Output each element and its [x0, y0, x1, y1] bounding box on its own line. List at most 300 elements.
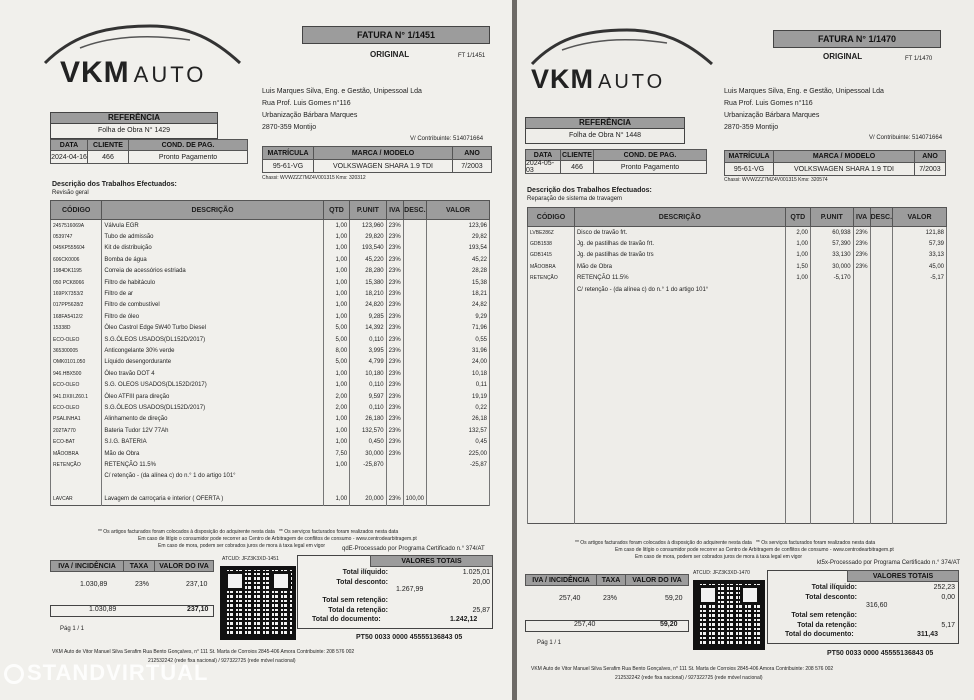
table-cell: 1,00 [323, 436, 349, 447]
legal-notes: ** Os artigos facturados foram colocados à disposição do adquirente nesta data ** Os serviços facturados foram realizados nesta data Em caso de litígio o consumidor pode recorrer ao Centro de Arbitragem de conflitos de consumo - www.centrodearbitragem.pt Em caso de mora, podem ser cobrados juros de mora à taxa legal em vigor [98, 529, 417, 549]
table-cell: 941.DXIII.Z60.1 [51, 391, 102, 402]
table-cell: 23% [386, 288, 403, 299]
table-row [51, 448, 490, 459]
table-cell [893, 330, 947, 341]
table-cell [893, 512, 947, 524]
totals-labels: Total ilíquido: Total desconto: Total sem retenção: Total da retenção: [791, 584, 857, 629]
table-cell [811, 466, 854, 477]
table-cell [893, 307, 947, 318]
table-cell [528, 341, 575, 352]
table-cell: 30,000 [811, 261, 854, 272]
table-cell [870, 466, 892, 477]
empty-row [528, 432, 947, 443]
table-cell: 1,50 [785, 261, 810, 272]
table-cell [853, 295, 870, 306]
empty-row [528, 409, 947, 420]
items-table [50, 200, 490, 506]
watermark-logo-icon [4, 664, 24, 684]
table-cell [785, 421, 810, 432]
table-cell [528, 386, 575, 397]
empty-row [528, 421, 947, 432]
table-row [51, 345, 490, 356]
table-cell [893, 398, 947, 409]
table-cell [528, 284, 575, 295]
empty-row [528, 295, 947, 306]
table-cell: 0,110 [350, 402, 386, 413]
table-cell [893, 443, 947, 454]
table-cell [893, 386, 947, 397]
empty-row [528, 455, 947, 466]
table-cell: 045KP555604 [51, 243, 102, 254]
table-cell [528, 512, 575, 524]
table-cell [386, 482, 403, 493]
table-cell [785, 443, 810, 454]
table-cell: 57,39 [893, 238, 947, 249]
totals-values: 252,23 0,00 5,17 [933, 584, 955, 629]
table-cell [403, 391, 426, 402]
table-cell: 5,00 [323, 357, 349, 368]
table-cell [785, 330, 810, 341]
empty-row [528, 386, 947, 397]
invoice-right [517, 0, 974, 700]
column-header: IVA [853, 208, 870, 227]
empty-row [528, 330, 947, 341]
data-value: 2024-04-16 [50, 150, 88, 164]
table-cell: 20,000 [350, 493, 386, 505]
table-cell: 1,00 [785, 238, 810, 249]
table-cell: 1,00 [323, 254, 349, 265]
table-cell: 15,38 [427, 277, 490, 288]
table-cell: 19,19 [427, 391, 490, 402]
cliente-value: 466 [87, 150, 129, 164]
table-cell: S.G. OLEOS USADOS(DL152D/2017) [102, 379, 323, 390]
table-cell: PSALINHA1 [51, 414, 102, 425]
empty-row [528, 512, 947, 524]
cond-value: Pronto Pagamento [593, 160, 707, 174]
table-row [51, 471, 490, 482]
table-cell [811, 512, 854, 524]
table-cell [893, 432, 947, 443]
table-cell: Lavagem de carroçaria e interior ( OFERTA ) [102, 493, 323, 505]
table-cell [528, 318, 575, 329]
table-cell: 45,220 [350, 254, 386, 265]
table-cell: 57,390 [811, 238, 854, 249]
table-cell [386, 471, 403, 482]
iva-total-incidencia: 257,40 [574, 621, 596, 628]
invoice-number: FATURA N° 1/1470 [773, 30, 941, 48]
sem-retencao-value: 1.267,99 [396, 586, 424, 593]
table-cell: 8,00 [323, 345, 349, 356]
table-cell [528, 364, 575, 375]
table-cell: 23% [386, 311, 403, 322]
table-cell: Válvula EGR [102, 220, 323, 232]
empty-row [528, 352, 947, 363]
footer-line-1: VKM Auto de Vitor Manuel Silva Serafim Rua Bento Gonçalves, n° 111 St. Marta de Corroios 2845-406 Amora Contribuinte: 208 576 002 [531, 666, 834, 672]
table-cell [528, 307, 575, 318]
table-cell: ECO-OLEO [51, 379, 102, 390]
table-cell: 24,82 [427, 300, 490, 311]
table-cell [574, 432, 785, 443]
cliente-header: CLIENTE [560, 149, 594, 161]
table-cell: RETENÇÃO [51, 459, 102, 470]
column-header: P.UNIT [811, 208, 854, 227]
table-row [51, 402, 490, 413]
referencia-header: REFERÊNCIA [50, 112, 218, 124]
folha-obra: Folha de Obra N° 1429 [50, 123, 218, 139]
table-cell: -5,170 [811, 273, 854, 284]
table-cell [102, 482, 323, 493]
table-cell [853, 432, 870, 443]
table-cell [853, 375, 870, 386]
total-documento-value: 1.242,12 [450, 616, 478, 623]
table-cell [574, 295, 785, 306]
table-cell: -25,87 [427, 459, 490, 470]
empty-row [528, 398, 947, 409]
table-cell: 23% [386, 425, 403, 436]
table-cell: C/ retenção - (da alínea c) do n.° 1 do artigo 101° [102, 471, 323, 482]
brand-logo: VKM AUTO [60, 56, 207, 89]
table-cell [403, 402, 426, 413]
table-cell [785, 364, 810, 375]
table-cell: 31,96 [427, 345, 490, 356]
table-row [528, 261, 947, 272]
table-cell: 23% [386, 379, 403, 390]
descricao-title: Descrição dos Trabalhos Efectuados: [527, 187, 652, 194]
table-row [528, 250, 947, 261]
table-cell: 5,00 [323, 323, 349, 334]
table-cell: Kit de distribuição [102, 243, 323, 254]
table-cell: Correia de acessórios estriada [102, 266, 323, 277]
table-cell: 10,180 [350, 368, 386, 379]
cliente-header: CLIENTE [87, 139, 129, 151]
table-cell: MÃOOBRA [51, 448, 102, 459]
table-cell [893, 284, 947, 295]
chassis: Chassi: WVWZZZ7MZ4V001315 Kms: 320312 [262, 175, 366, 181]
legal-notes: ** Os artigos facturados foram colocados à disposição do adquirente nesta data ** Os serviços facturados foram realizados nesta data Em caso de litígio o consumidor pode recorrer ao Centro de Arbitragem de conflitos de consumo - www.centrodearbitragem.pt Em caso de mora, podem ser cobrados juros de mora à taxa legal em vigor [575, 540, 894, 560]
table-cell: 14,392 [350, 323, 386, 334]
table-row [51, 436, 490, 447]
table-cell: 23% [386, 402, 403, 413]
table-cell [403, 345, 426, 356]
table-cell [574, 330, 785, 341]
table-cell [870, 227, 892, 239]
cond-header: COND. DE PAG. [128, 139, 248, 151]
chassis: Chassi: WVWZZZ7MZ4V001315 Kms: 320574 [724, 177, 828, 183]
table-cell: 45,22 [427, 254, 490, 265]
table-cell: Filtro de ar [102, 288, 323, 299]
table-cell [350, 471, 386, 482]
table-cell [853, 512, 870, 524]
table-row [51, 220, 490, 232]
table-cell [350, 482, 386, 493]
iva-taxa: 23% [603, 595, 618, 602]
table-cell: GDB1538 [528, 238, 575, 249]
column-header: CÓDIGO [528, 208, 575, 227]
table-cell: 15,380 [350, 277, 386, 288]
ano-header: ANO [914, 150, 946, 163]
table-cell [785, 375, 810, 386]
iva-total-row [525, 620, 689, 632]
ano-value: 7/2003 [452, 159, 492, 173]
iva-taxa: 23% [135, 581, 150, 588]
table-cell [853, 386, 870, 397]
table-cell: 050 PCK8066 [51, 277, 102, 288]
table-row [528, 273, 947, 284]
table-cell [403, 288, 426, 299]
total-documento-label: Total do documento: [785, 631, 854, 638]
data-header: DATA [50, 139, 88, 151]
table-cell: Jg. de pastilhas de travão frt. [574, 238, 785, 249]
table-cell: GDB1415 [528, 250, 575, 261]
table-cell: Líquido desengordurante [102, 357, 323, 368]
table-cell: ECO-BAT [51, 436, 102, 447]
table-cell [528, 466, 575, 477]
table-cell [853, 500, 870, 511]
matricula-value: 95-61-VG [262, 159, 314, 173]
footer-line-2: 212532242 (rede fixa nacional) / 927322725 (rede móvel nacional) [615, 675, 763, 681]
table-cell: 26,180 [350, 414, 386, 425]
table-row [51, 300, 490, 311]
table-cell [574, 466, 785, 477]
valor-iva-header: VALOR DO IVA [154, 560, 214, 572]
table-cell [893, 352, 947, 363]
table-row [51, 254, 490, 265]
table-cell [893, 489, 947, 500]
table-cell [785, 341, 810, 352]
table-cell [853, 364, 870, 375]
table-cell [403, 323, 426, 334]
table-cell [870, 250, 892, 261]
table-cell: 28,28 [427, 266, 490, 277]
table-cell [811, 386, 854, 397]
table-cell [574, 364, 785, 375]
table-cell: 123,960 [350, 220, 386, 232]
referencia-header: REFERÊNCIA [525, 117, 685, 129]
ft-ref: FT 1/1470 [905, 56, 933, 62]
table-row [51, 493, 490, 505]
column-header: IVA [386, 201, 403, 220]
table-row [51, 231, 490, 242]
table-row [51, 368, 490, 379]
table-cell [785, 478, 810, 489]
table-cell: 1,00 [323, 379, 349, 390]
table-cell: 0539747 [51, 231, 102, 242]
table-cell: RETENÇÃO 11.5% [102, 459, 323, 470]
table-cell: Filtro de óleo [102, 311, 323, 322]
taxa-header: TAXA [596, 574, 626, 586]
table-cell [853, 284, 870, 295]
cliente-value: 466 [560, 160, 594, 174]
table-cell: S.I.G. BATERIA [102, 436, 323, 447]
table-cell: 202TA770 [51, 425, 102, 436]
table-cell [870, 330, 892, 341]
table-cell: 123,96 [427, 220, 490, 232]
table-cell: 23% [386, 493, 403, 505]
table-cell: 23% [386, 334, 403, 345]
table-row [51, 425, 490, 436]
descricao-title: Descrição dos Trabalhos Efectuados: [52, 181, 177, 188]
table-cell [403, 357, 426, 368]
table-cell: 23% [853, 238, 870, 249]
table-cell: 26,18 [427, 414, 490, 425]
table-cell: Filtro de combustível [102, 300, 323, 311]
iva-valor: 237,10 [186, 581, 208, 588]
table-cell: 1,00 [323, 493, 349, 505]
footer-line-1: VKM Auto de Vitor Manuel Silva Serafim Rua Bento Gonçalves, n° 111 St. Marta de Corroios 2845-406 Amora Contribuinte: 208 576 002 [52, 649, 355, 655]
table-cell [785, 352, 810, 363]
table-cell: 7,50 [323, 448, 349, 459]
iva-header: IVA / INCIDÊNCIA [525, 574, 597, 586]
table-cell [785, 432, 810, 443]
table-cell: 1,00 [323, 243, 349, 254]
table-cell [870, 398, 892, 409]
folha-obra: Folha de Obra N° 1448 [525, 128, 685, 144]
table-cell: 24,820 [350, 300, 386, 311]
table-cell: 23% [386, 368, 403, 379]
table-cell: 71,96 [427, 323, 490, 334]
table-cell [51, 471, 102, 482]
table-cell: 3,995 [350, 345, 386, 356]
table-cell: LVBE286Z [528, 227, 575, 239]
table-cell: 121,88 [893, 227, 947, 239]
table-cell: 23% [853, 250, 870, 261]
table-cell [528, 432, 575, 443]
empty-row [528, 364, 947, 375]
table-cell [785, 295, 810, 306]
items-table [527, 207, 947, 524]
table-cell: 1,00 [323, 277, 349, 288]
table-cell [785, 409, 810, 420]
table-cell: 23% [853, 227, 870, 239]
table-cell: 946.HBX500 [51, 368, 102, 379]
cond-value: Pronto Pagamento [128, 150, 248, 164]
table-cell [893, 375, 947, 386]
table-cell: 0,110 [350, 379, 386, 390]
iva-total-row [50, 605, 214, 617]
table-cell: 15338D [51, 323, 102, 334]
table-cell [811, 443, 854, 454]
taxa-header: TAXA [123, 560, 155, 572]
table-row [51, 414, 490, 425]
table-cell: 1,00 [323, 300, 349, 311]
table-cell [811, 421, 854, 432]
column-header: CÓDIGO [51, 201, 102, 220]
column-header: DESC. [870, 208, 892, 227]
empty-row [528, 489, 947, 500]
table-cell: S.G.ÓLEOS USADOS(DL152D/2017) [102, 402, 323, 413]
table-cell [403, 368, 426, 379]
table-cell [811, 307, 854, 318]
table-cell: 1,00 [323, 414, 349, 425]
customer-address: Luis Marques Silva, Eng. e Gestão, Unipessoal Lda Rua Prof. Luis Gomes n°116 Urbanização Bárbara Marques 2870-359 Montijo [724, 88, 884, 131]
table-cell: 23% [386, 220, 403, 232]
processado: kt5x-Processado por Programa Certificado n.° 374/AT [817, 560, 961, 566]
empty-row [528, 478, 947, 489]
table-cell: 33,13 [893, 250, 947, 261]
table-cell [785, 386, 810, 397]
table-cell [574, 398, 785, 409]
table-cell: 1,00 [323, 288, 349, 299]
table-cell [870, 364, 892, 375]
ft-ref: FT 1/1451 [458, 53, 486, 59]
table-cell: 29,820 [350, 231, 386, 242]
table-cell: 225,00 [427, 448, 490, 459]
valores-totais-header: VALORES TOTAIS [370, 555, 493, 567]
data-value: 2024-05-03 [525, 160, 561, 174]
table-cell: 2,00 [323, 391, 349, 402]
table-cell [853, 421, 870, 432]
table-cell: 30,000 [350, 448, 386, 459]
table-cell: 23% [386, 266, 403, 277]
table-cell [528, 295, 575, 306]
table-row [528, 284, 947, 295]
table-cell: 23% [386, 436, 403, 447]
table-cell [386, 459, 403, 470]
table-row [51, 323, 490, 334]
table-cell [811, 318, 854, 329]
table-cell [870, 341, 892, 352]
table-cell [811, 398, 854, 409]
table-cell: 23% [386, 391, 403, 402]
table-cell: RETENÇÃO 11.5% [574, 273, 785, 284]
table-cell [323, 471, 349, 482]
total-documento-label: Total do documento: [312, 616, 381, 623]
valores-totais-header: VALORES TOTAIS [847, 570, 959, 582]
iva-header: IVA / INCIDÊNCIA [50, 560, 124, 572]
table-cell [574, 443, 785, 454]
processado: qdE-Processado por Programa Certificado n.° 374/AT [342, 546, 485, 552]
table-cell [785, 307, 810, 318]
table-cell [853, 443, 870, 454]
atcud: ATCUD: JFZ3K3XD-1470 [693, 570, 750, 576]
table-cell [893, 478, 947, 489]
empty-row [528, 466, 947, 477]
table-cell [574, 500, 785, 511]
table-cell [811, 375, 854, 386]
table-cell: 2,00 [785, 227, 810, 239]
table-cell [574, 352, 785, 363]
table-cell [574, 421, 785, 432]
table-cell [785, 398, 810, 409]
table-cell [427, 493, 490, 505]
table-cell [528, 352, 575, 363]
table-cell: Disco de travão frt. [574, 227, 785, 239]
iban: PT50 0033 0000 45555136843 05 [356, 634, 463, 641]
table-cell: 1,00 [323, 266, 349, 277]
ano-value: 7/2003 [914, 162, 946, 176]
table-cell [893, 409, 947, 420]
table-cell [870, 489, 892, 500]
table-cell: 9,29 [427, 311, 490, 322]
table-cell: 1,00 [323, 425, 349, 436]
table-cell: Óleo Castrol Edge 5W40 Turbo Diesel [102, 323, 323, 334]
table-cell: Tubo de admissão [102, 231, 323, 242]
table-cell: Óleo ATFIII para direção [102, 391, 323, 402]
empty-row [528, 500, 947, 511]
table-cell: 28,280 [350, 266, 386, 277]
table-cell [811, 284, 854, 295]
table-cell [811, 478, 854, 489]
table-cell [574, 375, 785, 386]
table-cell [870, 295, 892, 306]
iva-total-valor: 59,20 [660, 621, 678, 628]
table-cell: Alinhamento de direção [102, 414, 323, 425]
empty-row [528, 307, 947, 318]
table-cell [403, 334, 426, 345]
cond-header: COND. DE PAG. [593, 149, 707, 161]
table-cell [893, 318, 947, 329]
table-cell [574, 489, 785, 500]
